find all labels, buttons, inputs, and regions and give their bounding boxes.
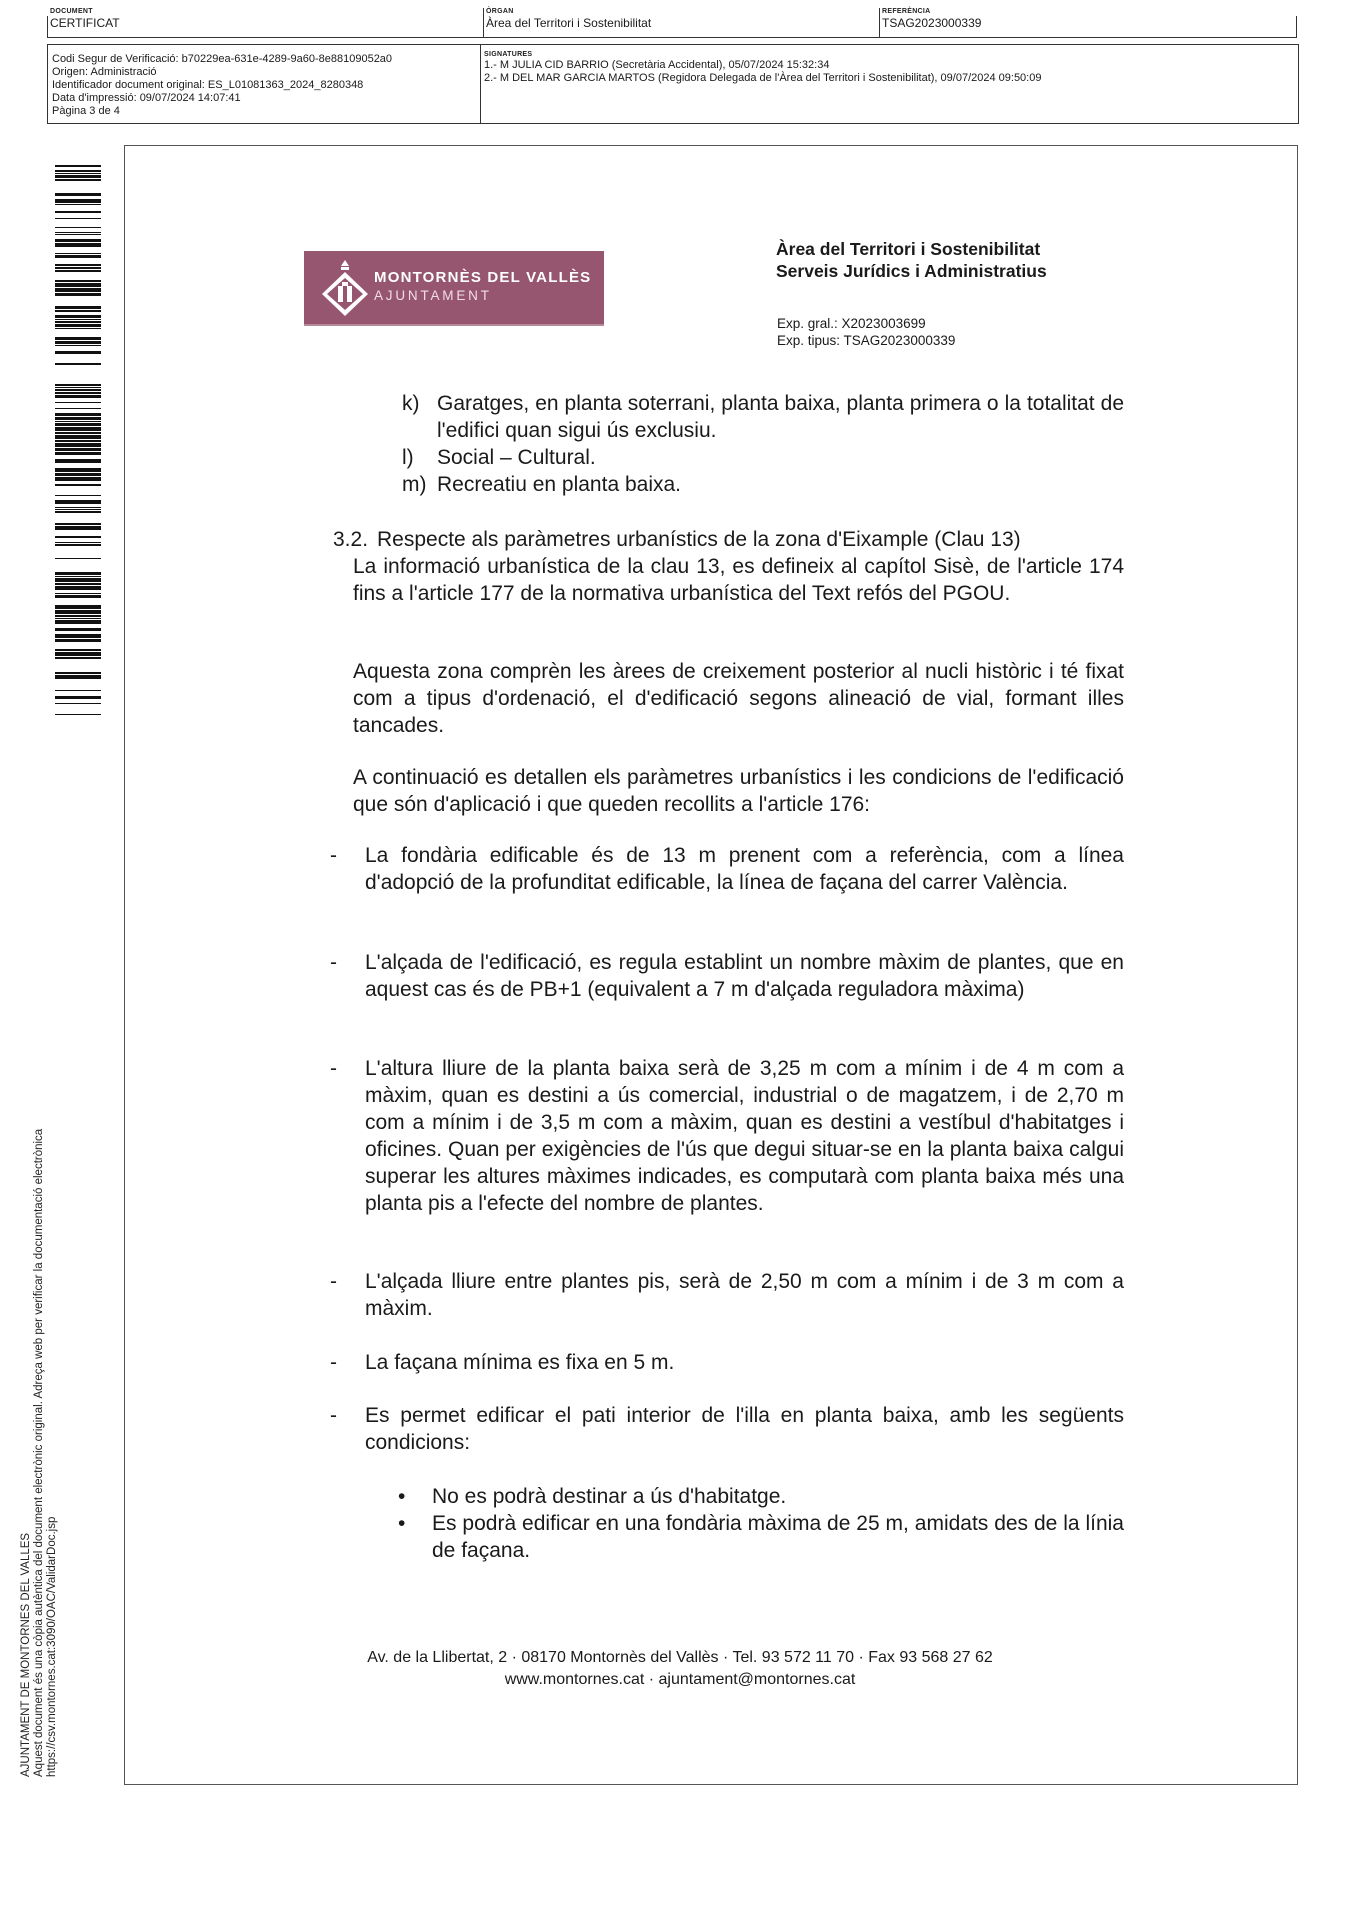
- organ-field: [486, 8, 906, 38]
- dash-bullet: -: [330, 1351, 337, 1374]
- condition-item: No es podrà destinar a ús d'habitatge.: [432, 1485, 787, 1508]
- list-item: Recreatiu en planta baixa.: [437, 473, 681, 496]
- reference-field: [882, 8, 1282, 38]
- exp-type: Exp. tipus: TSAG2023000339: [777, 333, 956, 348]
- exp-general: Exp. gral.: X2023003699: [777, 316, 926, 331]
- header-divider: [879, 8, 880, 38]
- dash-bullet: -: [330, 844, 337, 867]
- footer-contact: www.montornes.cat · ajuntament@montornes.cat: [504, 1671, 856, 1688]
- certificate-header: [47, 8, 1297, 38]
- dash-bullet: -: [330, 1057, 337, 1080]
- dash-bullet: -: [330, 951, 337, 974]
- signatures-block: [484, 51, 1041, 85]
- parameter-item: La fondària edificable és de 13 m prenent com a referència, com a línea d'adopció de la profunditat edificable, la línea de façana del carrer València.: [365, 844, 1124, 894]
- department-heading: [776, 238, 1047, 282]
- parameter-item: L'alçada de l'edificació, es regula establint un nombre màxim de plantes, que en aquest cas és de PB+1 (equivalent a 7 m d'alçada reguladora màxima): [365, 951, 1124, 1001]
- logo-name: MONTORNÈS DEL VALLÈS: [374, 269, 592, 286]
- parameter-item: Es permet edificar el pati interior de l'illa en planta baixa, amb les següents condicions:: [365, 1404, 1124, 1454]
- reference-caption: REFERÈNCIA: [882, 8, 931, 15]
- side-validation-text: [20, 1129, 59, 1777]
- document-type: CERTIFICAT: [50, 16, 120, 30]
- document-field: [50, 8, 480, 38]
- csv-code: Codi Segur de Verificació: b70229ea-631e-4289-9a60-8e88109052a0: [52, 53, 393, 65]
- barcode-image: [55, 165, 101, 715]
- header-divider: [47, 16, 48, 38]
- origin: Origen: Administració: [52, 66, 157, 78]
- organ-caption: ÒRGAN: [486, 8, 514, 15]
- side-text-line: AJUNTAMENT DE MONTORNES DEL VALLES: [20, 1532, 32, 1777]
- list-item: Garatges, en planta soterrani, planta baixa, planta primera o la totalitat de l'edifici quan sigui ús exclusiu.: [437, 392, 1124, 442]
- print-date: Data d'impressió: 09/07/2024 14:07:41: [52, 92, 241, 104]
- condition-item: Es podrà edificar en una fondària màxima de 25 m, amidats des de la línia de façana.: [432, 1512, 1124, 1562]
- signature-line: 1.- M JULIA CID BARRIO (Secretària Accidental), 05/07/2024 15:32:34: [484, 59, 830, 71]
- reference-number: TSAG2023000339: [882, 16, 982, 30]
- box-divider: [480, 45, 481, 123]
- section-title: Respecte als paràmetres urbanístics de la zona d'Eixample (Clau 13): [377, 528, 1021, 551]
- verification-details: [52, 53, 392, 118]
- organ-name: Àrea del Territori i Sostenibilitat: [486, 16, 652, 30]
- header-divider: [483, 8, 484, 38]
- signatures-caption: SIGNATURES: [484, 51, 533, 58]
- department-service: Serveis Jurídics i Administratius: [776, 261, 1047, 281]
- section-paragraph: A continuació es detallen els paràmetres urbanístics i les condicions de l'edificació que són d'aplicació i que queden recollits a l'article 176:: [353, 766, 1124, 816]
- parameter-item: L'alçada lliure entre plantes pis, serà de 2,50 m com a mínim i de 3 m com a màxim.: [365, 1270, 1124, 1320]
- dash-bullet: -: [330, 1404, 337, 1427]
- side-text-line: Aquest document és una còpia autèntica del document electrònic original. Adreça web per verificar la documentació electrònica: [33, 1128, 45, 1777]
- original-document-id: Identificador document original: ES_L01081363_2024_8280348: [52, 79, 364, 91]
- verification-box: [47, 44, 1299, 124]
- footer-address: Av. de la Llibertat, 2 · 08170 Montornès del Vallès · Tel. 93 572 11 70 · Fax 93 568 27 62: [367, 1649, 993, 1666]
- shield-emblem-icon: [318, 258, 372, 318]
- header-divider: [47, 37, 1297, 38]
- section-number: 3.2.: [333, 528, 369, 551]
- parameter-item: La façana mínima es fixa en 5 m.: [365, 1351, 675, 1374]
- list-item-label: l): [402, 446, 414, 469]
- document-caption: DOCUMENT: [50, 8, 93, 15]
- section-paragraph: Aquesta zona comprèn les àrees de creixement posterior al nucli històric i té fixat com a tipus d'ordenació, el d'edificació segons alineació de vial, formant illes tancades.: [353, 660, 1124, 737]
- side-text-line: https://csv.montornes.cat:3090/OAC/ValidarDoc.jsp: [46, 1516, 58, 1777]
- list-item-label: k): [402, 392, 420, 415]
- page-number: Pàgina 3 de 4: [52, 105, 120, 117]
- section-intro: La informació urbanística de la clau 13, es defineix al capítol Sisè, de l'article 174 fins a l'article 177 de la normativa urbanística del Text refós del PGOU.: [353, 555, 1124, 605]
- list-item: Social – Cultural.: [437, 446, 596, 469]
- file-numbers: [777, 315, 955, 349]
- department-area: Àrea del Territori i Sostenibilitat: [776, 239, 1041, 259]
- round-bullet-icon: •: [398, 1485, 406, 1508]
- dash-bullet: -: [330, 1270, 337, 1293]
- logo-subtitle: AJUNTAMENT: [374, 288, 492, 303]
- round-bullet-icon: •: [398, 1512, 406, 1535]
- parameter-item: L'altura lliure de la planta baixa serà de 3,25 m com a mínim i de 4 m com a màxim, quan es destini a ús comercial, industrial o de magatzem, i de 2,70 m com a mínim i de 3,5 m com a màxim, quan es destini a vestíbul d'habitatges i oficines. Quan per exigències de l'ús que degui situar-se en la planta baixa calgui superar les altures màximes indicades, es computarà com planta baixa més una planta pis a l'efecte del nombre de plantes.: [365, 1057, 1124, 1215]
- header-divider: [1296, 16, 1297, 38]
- list-item-label: m): [402, 473, 427, 496]
- municipality-logo: [304, 251, 604, 326]
- signature-line: 2.- M DEL MAR GARCIA MARTOS (Regidora Delegada de l'Àrea del Territori i Sostenibilitat), 09/07/2024 09:50:09: [484, 72, 1042, 84]
